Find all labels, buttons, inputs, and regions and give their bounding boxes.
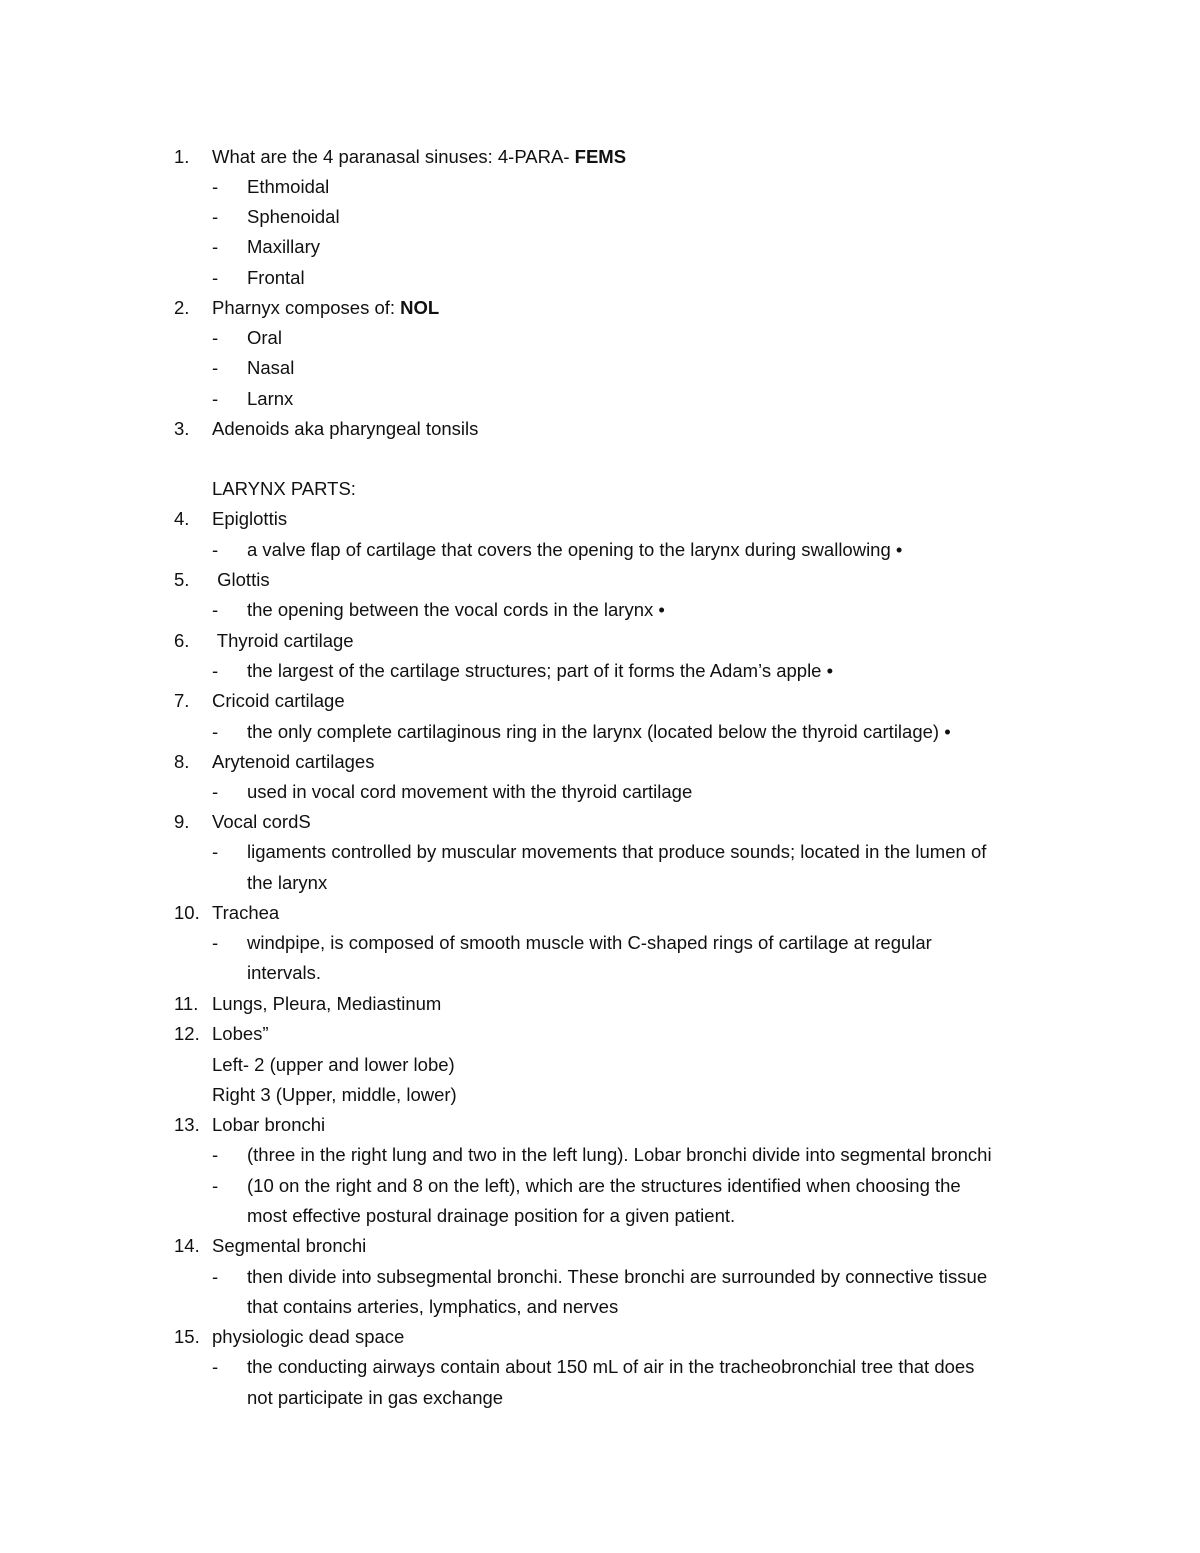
dash-bullet: - xyxy=(212,1175,219,1196)
sub-item-text: (three in the right lung and two in the left lung). Lobar bronchi divide into segmental bronchi xyxy=(247,1144,992,1165)
dash-bullet: - xyxy=(212,660,219,681)
item-text: physiologic dead space xyxy=(212,1326,405,1347)
sub-item-text: windpipe, is composed of smooth muscle with C-shaped rings of cartilage at regular xyxy=(247,932,932,953)
item-text: Epiglottis xyxy=(212,508,288,529)
item-number: 8. xyxy=(174,751,190,772)
lobe-text: Left- 2 (upper and lower lobe) xyxy=(212,1054,455,1075)
item-number: 15. xyxy=(174,1326,200,1347)
sub-item-text: Maxillary xyxy=(247,236,320,257)
section-heading-text: LARYNX PARTS: xyxy=(212,478,356,499)
item-mnemonic: NOL xyxy=(400,297,440,318)
dash-bullet: - xyxy=(212,357,219,378)
dash-bullet: - xyxy=(212,1266,219,1287)
item-number: 14. xyxy=(174,1235,200,1256)
sub-item-text: Ethmoidal xyxy=(247,176,330,197)
item-text: Segmental bronchi xyxy=(212,1235,367,1256)
sub-item-text: then divide into subsegmental bronchi. These bronchi are surrounded by connective tissue xyxy=(247,1266,988,1287)
sub-item-text: intervals. xyxy=(247,962,322,983)
sub-item-text: Larnx xyxy=(247,388,294,409)
sub-item-text: Sphenoidal xyxy=(247,206,340,227)
sub-item-text: (10 on the right and 8 on the left), which are the structures identified when choosing the xyxy=(247,1175,961,1196)
item-number: 11. xyxy=(174,993,199,1014)
sub-item-text: the largest of the cartilage structures; part of it forms the Adam’s apple • xyxy=(247,660,834,681)
item-number: 10. xyxy=(174,902,200,923)
item-number: 9. xyxy=(174,811,190,832)
dash-bullet: - xyxy=(212,267,219,288)
item-text: Adenoids aka pharyngeal tonsils xyxy=(212,418,479,439)
item-text: Arytenoid cartilages xyxy=(212,751,375,772)
dash-bullet: - xyxy=(212,721,219,742)
sub-item-text: Oral xyxy=(247,327,282,348)
item-text xyxy=(212,293,439,323)
item-number: 13. xyxy=(174,1114,200,1135)
sub-item-text: the conducting airways contain about 150 mL of air in the tracheobronchial tree that does xyxy=(247,1356,975,1377)
dash-bullet: - xyxy=(212,841,219,862)
dash-bullet: - xyxy=(212,539,219,560)
item-text xyxy=(212,142,626,172)
item-text: Glottis xyxy=(212,569,270,590)
item-text: Thyroid cartilage xyxy=(212,630,354,651)
item-text: Lobar bronchi xyxy=(212,1114,326,1135)
sub-item-text: ligaments controlled by muscular movements that produce sounds; located in the lumen of xyxy=(247,841,987,862)
item-text: Lungs, Pleura, Mediastinum xyxy=(212,993,442,1014)
dash-bullet: - xyxy=(212,327,219,348)
item-number: 7. xyxy=(174,690,190,711)
item-number: 6. xyxy=(174,630,190,651)
sub-item-text: the only complete cartilaginous ring in the larynx (located below the thyroid cartilage) • xyxy=(247,721,951,742)
sub-item-text: not participate in gas exchange xyxy=(247,1387,504,1408)
item-label: Pharnyx composes of: xyxy=(212,297,401,318)
lobe-text: Right 3 (Upper, middle, lower) xyxy=(212,1084,457,1105)
item-text: Lobes” xyxy=(212,1023,269,1044)
dash-bullet: - xyxy=(212,388,219,409)
dash-bullet: - xyxy=(212,1356,219,1377)
sub-item-text: the larynx xyxy=(247,872,328,893)
sub-item-text: Nasal xyxy=(247,357,295,378)
sub-item-text: a valve flap of cartilage that covers the opening to the larynx during swallowing • xyxy=(247,539,903,560)
dash-bullet: - xyxy=(212,176,219,197)
item-number: 2. xyxy=(174,297,190,318)
sub-item-text: most effective postural drainage position for a given patient. xyxy=(247,1205,736,1226)
item-text: Vocal cordS xyxy=(212,811,311,832)
dash-bullet: - xyxy=(212,599,219,620)
item-label: What are the 4 paranasal sinuses: 4-PARA- xyxy=(212,146,575,167)
item-number: 5. xyxy=(174,569,190,590)
sub-item-text: the opening between the vocal cords in the larynx • xyxy=(247,599,665,620)
item-number: 4. xyxy=(174,508,190,529)
item-text: Cricoid cartilage xyxy=(212,690,345,711)
dash-bullet: - xyxy=(212,1144,219,1165)
item-number: 1. xyxy=(174,146,190,167)
dash-bullet: - xyxy=(212,932,219,953)
item-number: 12. xyxy=(174,1023,200,1044)
item-number: 3. xyxy=(174,418,190,439)
dash-bullet: - xyxy=(212,206,219,227)
dash-bullet: - xyxy=(212,236,219,257)
item-text: Trachea xyxy=(212,902,280,923)
sub-item-text: used in vocal cord movement with the thyroid cartilage xyxy=(247,781,693,802)
dash-bullet: - xyxy=(212,781,219,802)
item-mnemonic: FEMS xyxy=(574,146,627,167)
sub-item-text: Frontal xyxy=(247,267,305,288)
sub-item-text: that contains arteries, lymphatics, and nerves xyxy=(247,1296,619,1317)
